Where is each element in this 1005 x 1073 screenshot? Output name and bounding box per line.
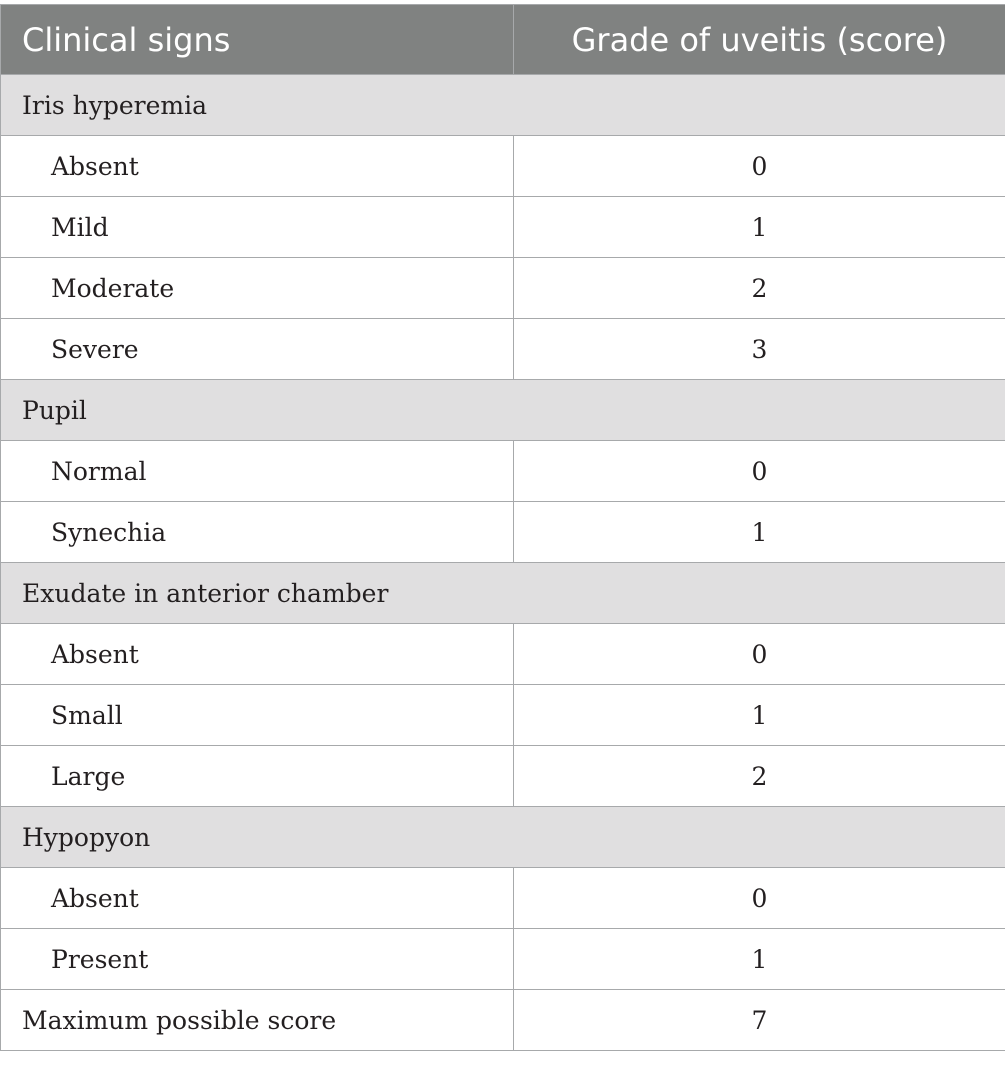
table-row bbox=[1, 746, 1005, 807]
header-grade-score: Grade of uveitis (score) bbox=[514, 5, 1005, 75]
score-value: 1 bbox=[514, 685, 1005, 746]
table-row bbox=[1, 136, 1005, 197]
header-clinical-signs: Clinical signs bbox=[1, 5, 514, 75]
table-row bbox=[1, 441, 1005, 502]
score-value: 0 bbox=[514, 868, 1005, 929]
group-row-hypopyon bbox=[1, 807, 1005, 868]
total-row bbox=[1, 990, 1005, 1051]
score-value: 2 bbox=[514, 258, 1005, 319]
table-row bbox=[1, 929, 1005, 990]
group-row-iris-hyperemia bbox=[1, 75, 1005, 136]
table-row bbox=[1, 868, 1005, 929]
sign-label: Large bbox=[1, 746, 514, 807]
score-value: 1 bbox=[514, 929, 1005, 990]
score-value: 1 bbox=[514, 502, 1005, 563]
table-row bbox=[1, 319, 1005, 380]
score-value: 0 bbox=[514, 624, 1005, 685]
table-row bbox=[1, 258, 1005, 319]
score-value: 2 bbox=[514, 746, 1005, 807]
score-value: 1 bbox=[514, 197, 1005, 258]
score-value: 3 bbox=[514, 319, 1005, 380]
score-value: 0 bbox=[514, 441, 1005, 502]
group-title: Hypopyon bbox=[1, 807, 1005, 868]
table-row bbox=[1, 624, 1005, 685]
table-row bbox=[1, 197, 1005, 258]
sign-label: Small bbox=[1, 685, 514, 746]
table-row bbox=[1, 502, 1005, 563]
sign-label: Absent bbox=[1, 136, 514, 197]
table-row bbox=[1, 685, 1005, 746]
sign-label: Normal bbox=[1, 441, 514, 502]
table-header-row bbox=[1, 5, 1005, 75]
sign-label: Present bbox=[1, 929, 514, 990]
group-title: Exudate in anterior chamber bbox=[1, 563, 1005, 624]
uveitis-grading-table bbox=[0, 4, 1005, 1051]
total-score: 7 bbox=[514, 990, 1005, 1051]
total-label: Maximum possible score bbox=[1, 990, 514, 1051]
sign-label: Mild bbox=[1, 197, 514, 258]
sign-label: Synechia bbox=[1, 502, 514, 563]
sign-label: Absent bbox=[1, 624, 514, 685]
score-value: 0 bbox=[514, 136, 1005, 197]
group-title: Iris hyperemia bbox=[1, 75, 1005, 136]
sign-label: Absent bbox=[1, 868, 514, 929]
sign-label: Severe bbox=[1, 319, 514, 380]
sign-label: Moderate bbox=[1, 258, 514, 319]
group-row-exudate bbox=[1, 563, 1005, 624]
group-title: Pupil bbox=[1, 380, 1005, 441]
group-row-pupil bbox=[1, 380, 1005, 441]
